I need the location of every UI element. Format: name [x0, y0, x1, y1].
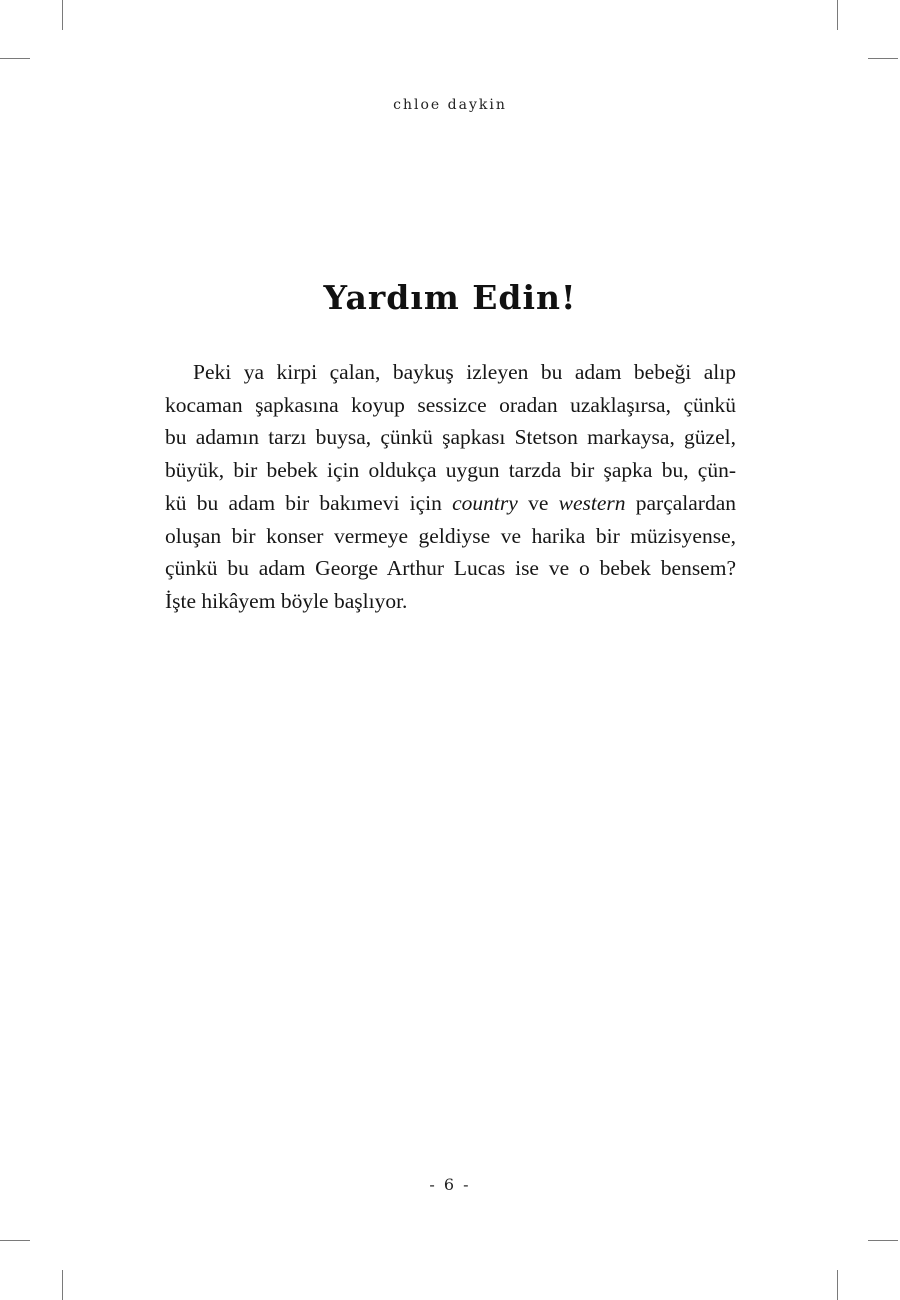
page-number: - 6 -: [429, 1175, 471, 1194]
paragraph-line: çünkü bu adam George Arthur Lucas ise ve o bebek bensem?: [165, 556, 736, 581]
paragraph-line: oluşan bir konser vermeye geldiyse ve harika bir müzisyense,: [165, 523, 736, 548]
paragraph-line: Peki ya kirpi çalan, baykuş izleyen bu adam bebeği alıp: [193, 360, 736, 384]
chapter-title: Yardım Edin!: [323, 278, 577, 317]
crop-mark-top-left: [62, 0, 63, 30]
italic-term: country: [452, 490, 518, 515]
paragraph-line: [165, 487, 736, 520]
crop-mark-top-right: [837, 0, 838, 30]
paragraph-line: bu adamın tarzı buysa, çünkü şapkası Stetson markaysa, güzel,: [165, 425, 736, 450]
crop-mark-right-top: [868, 58, 898, 59]
running-head: chloe daykin: [393, 97, 507, 113]
line-text: parçalardan: [625, 490, 736, 515]
italic-term: western: [558, 490, 626, 515]
crop-mark-left-bottom: [0, 1240, 30, 1241]
body-paragraph: [165, 356, 736, 618]
paragraph-line: kocaman şapkasına koyup sessizce oradan uzaklaşırsa, çünkü: [165, 392, 736, 417]
crop-mark-right-bottom: [868, 1240, 898, 1241]
crop-mark-bottom-right: [837, 1270, 838, 1300]
crop-mark-bottom-left: [62, 1270, 63, 1300]
line-text: ve: [517, 490, 559, 515]
line-text: kü bu adam bir bakımevi için: [165, 490, 453, 515]
paragraph-line: büyük, bir bebek için oldukça uygun tarzda bir şapka bu, çün-: [165, 458, 736, 483]
paragraph-line: İşte hikâyem böyle başlıyor.: [165, 588, 408, 613]
crop-mark-left-top: [0, 58, 30, 59]
